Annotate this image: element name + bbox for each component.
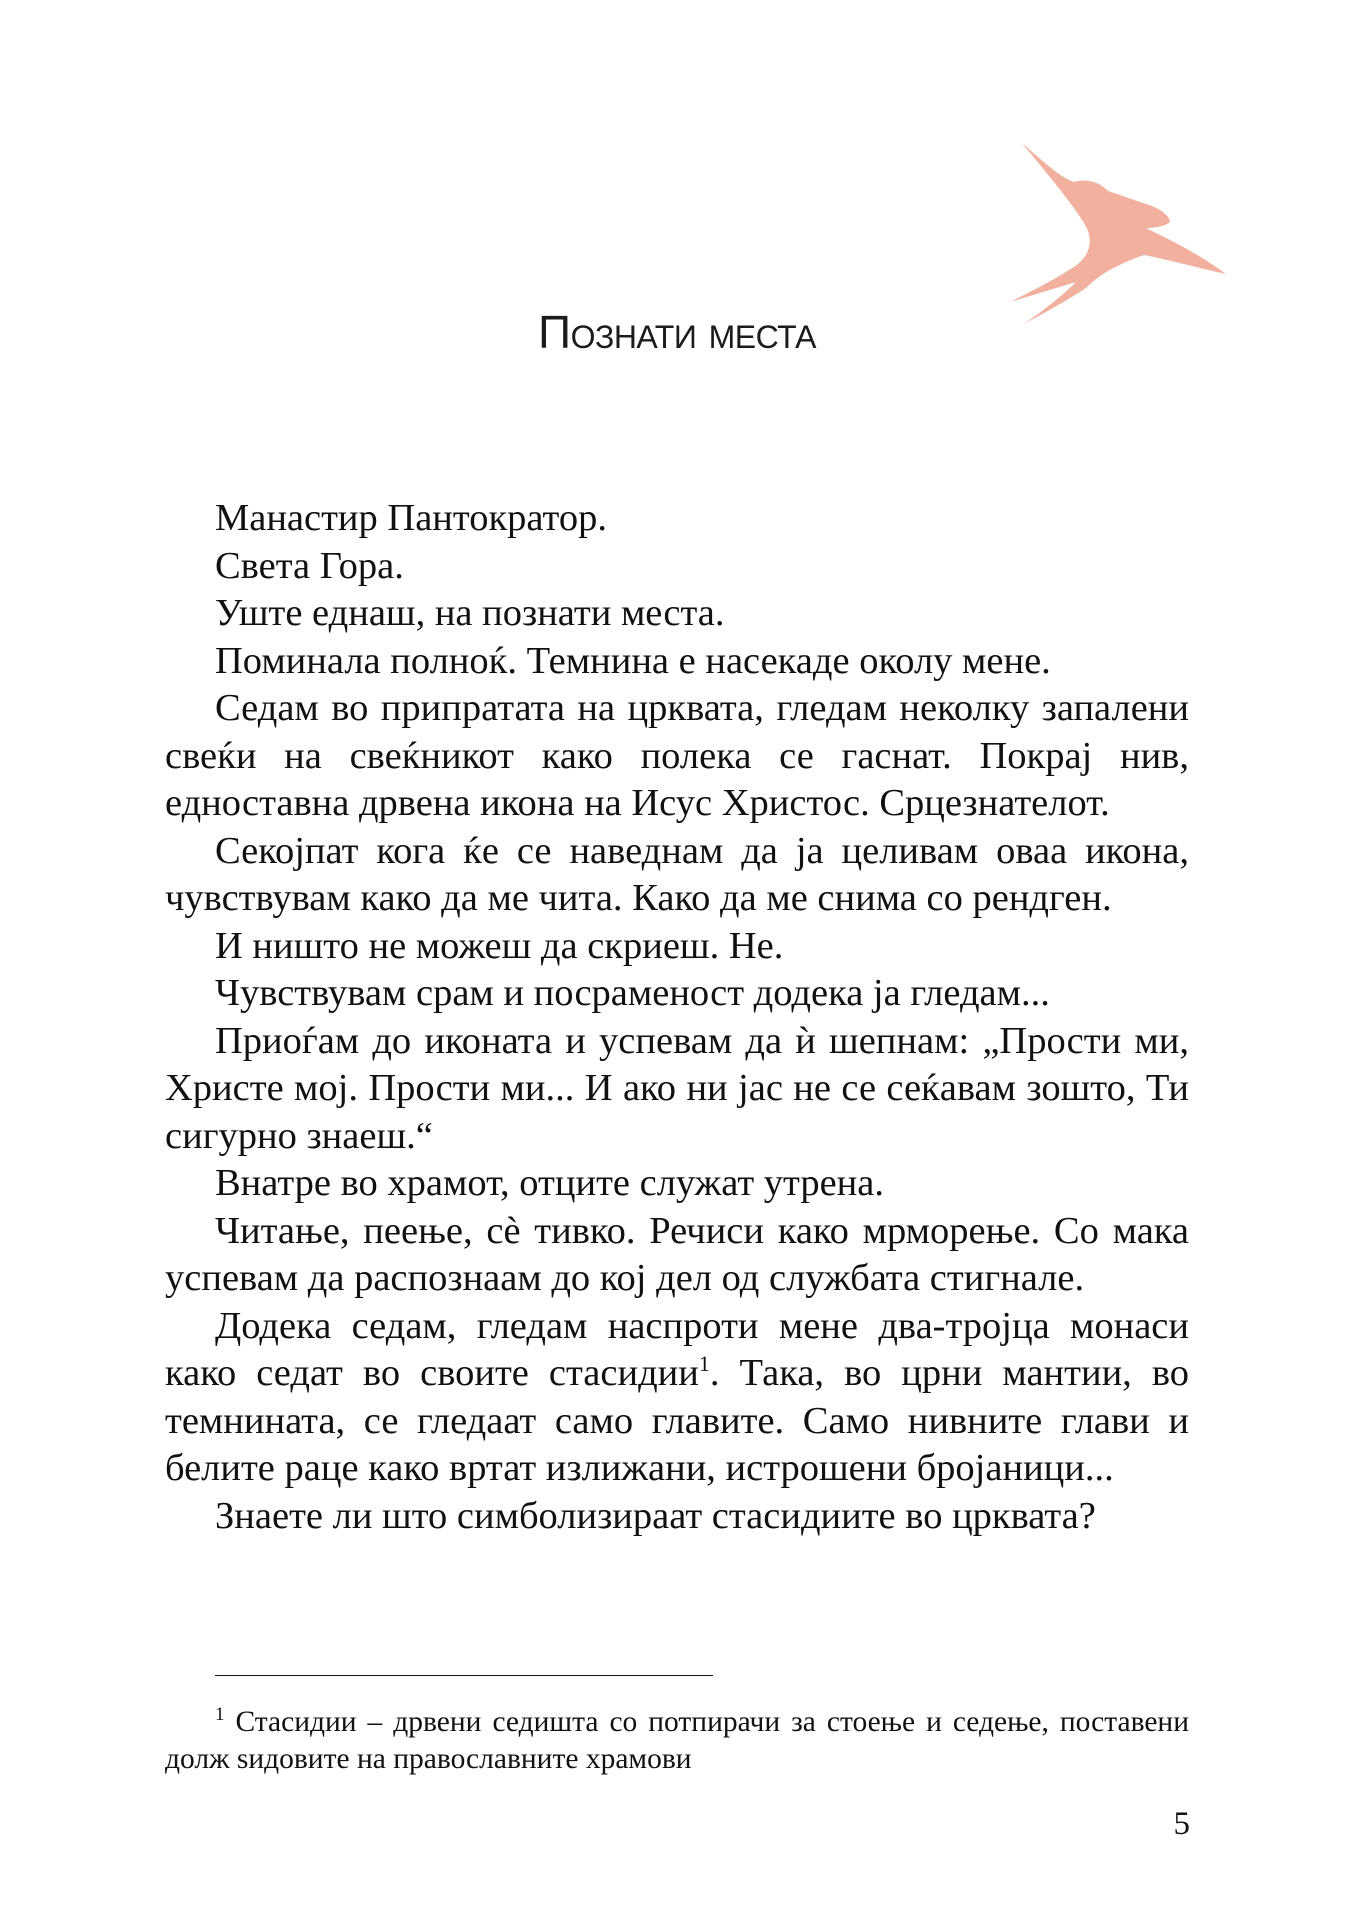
paragraph: Внатре во храмот, отците служат утрена. (215, 1162, 884, 1204)
paragraph: Поминала полноќ. Темнина е насекаде околу мене. (215, 639, 1051, 682)
footnote-marker: 1 (215, 1704, 225, 1726)
footnote-reference: 1 (698, 1351, 710, 1377)
swallow-bird-icon (1000, 138, 1230, 328)
footnote-text: Стасидии – дрвени седишта со потпирачи за стоење и седење, поставени долж ѕидовите на православните храмови (165, 1706, 1190, 1775)
paragraph: Седам во припратата на црквата, гледам неколку запалени свеќи на свеќникот како полека се гаснат. Покрај нив, едноставна дрвена икона на Исус Христос. Срцезнателот. (165, 687, 1189, 824)
paragraph-with-footnote (165, 1303, 1189, 1493)
paragraph: Уште еднаш, на познати места. (215, 592, 725, 634)
paragraph: Манастир Пантократор. (215, 497, 607, 539)
paragraph: Секојпат кога ќе се наведнам да ја целивам оваа икона, чувствувам како да ме чита. Како да ме снима со рендген. (165, 829, 1189, 919)
paragraph: Чувствувам срам и посраменост додека ја гледам... (215, 972, 1050, 1014)
paragraph: Читање, пеење, сè тивко. Речиси како мрморење. Со мака успевам да распознаам до кој дел од службата стигнале. (165, 1209, 1189, 1299)
chapter-title: Познати места (538, 306, 816, 358)
paragraph: Знаете ли што симболизираат стасидиите во црквата? (215, 1494, 1096, 1537)
paragraph: Приоѓам до иконата и успевам да ѝ шепнам: „Прости ми, Христе мој. Прости ми... И ако ни јас не се сеќавам зошто, Ти сигурно знаеш.“ (165, 1019, 1189, 1157)
paragraph: И ништо не можеш да скриеш. Не. (215, 924, 784, 967)
footnote (165, 1704, 1189, 1778)
paragraph-text: . Така, во црни мантии, во темнината, се гледаат само главите. Само нивните глави и белите раце како вртат излижани, истрошени бројаници... (165, 1352, 1190, 1489)
page-number: 5 (1173, 1806, 1190, 1842)
footnote-divider (215, 1675, 713, 1676)
chapter-body (165, 495, 1189, 1540)
paragraph-text: Додека седам, гледам наспроти мене два-тројца монаси како седат во своите стасидии (165, 1304, 1189, 1394)
paragraph: Света Гора. (215, 544, 404, 587)
